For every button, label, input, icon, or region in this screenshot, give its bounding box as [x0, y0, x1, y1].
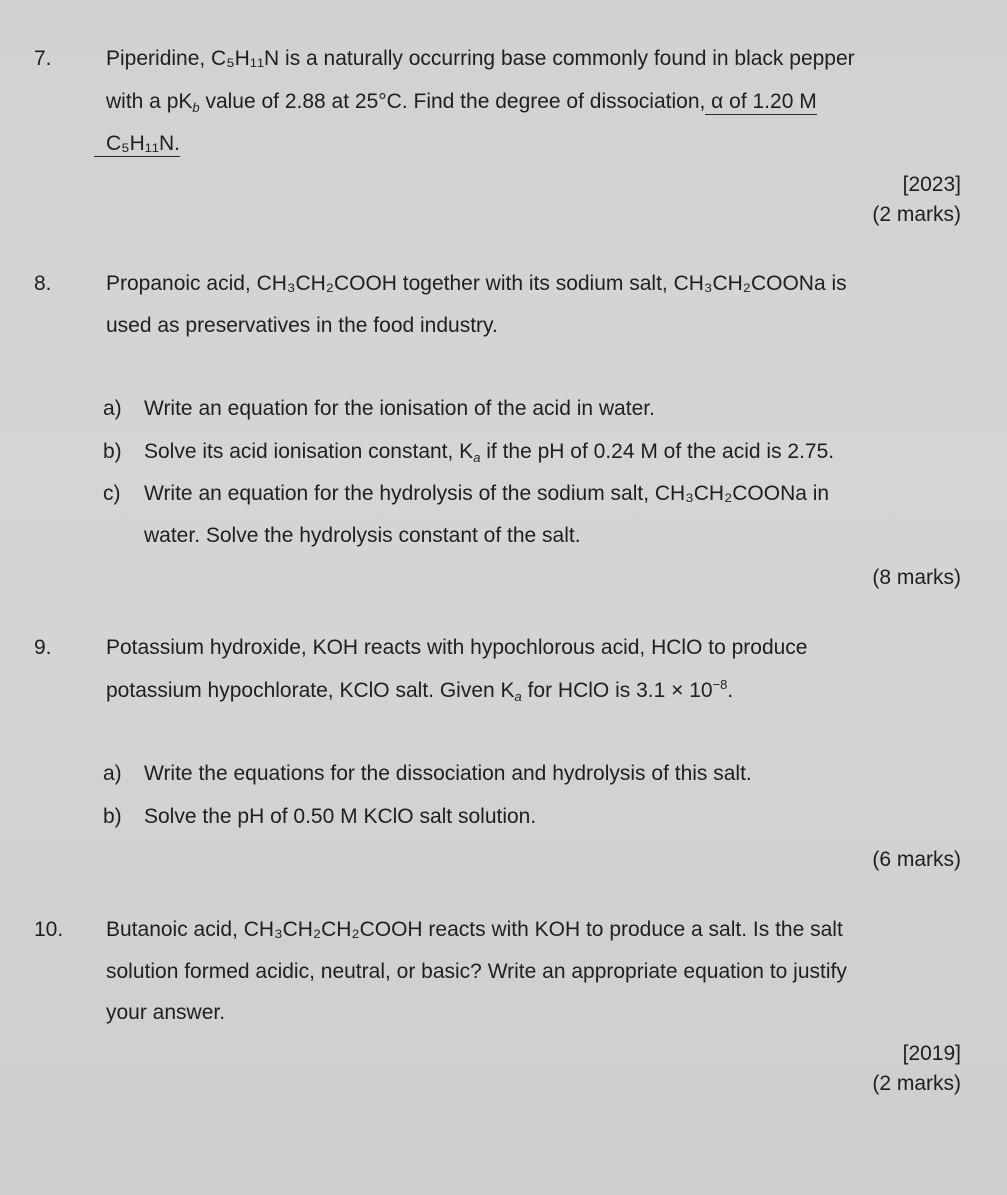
part-label: b) [103, 440, 122, 463]
question-text-line: Piperidine, C₅H₁₁N is a naturally occurring base commonly found in black pepper [106, 47, 855, 70]
year-tag: [2019] [902, 1042, 961, 1065]
part-text: Solve its acid ionisation constant, $K_a$ if the pH of 0.24 M of the acid is 2.75. [144, 440, 835, 465]
marks-label: (8 marks) [872, 566, 961, 589]
part-label: a) [103, 397, 122, 420]
part-text: water. Solve the hydrolysis constant of the salt. [144, 524, 581, 547]
marks-label: (2 marks) [872, 203, 961, 226]
part-text: Write the equations for the dissociation and hydrolysis of this salt. [144, 762, 752, 785]
part-label: a) [103, 762, 122, 785]
question-text-line: Potassium hydroxide, KOH reacts with hypochlorous acid, HClO to produce [106, 636, 808, 659]
part-text: Write an equation for the ionisation of the acid in water. [144, 397, 655, 420]
question-text-line: potassium hypochlorate, KClO salt. Given $K_a$ for HClO is $3.1 \times 10^{-8}$. [106, 677, 734, 704]
question-text-line: solution formed acidic, neutral, or basic? Write an appropriate equation to justify [106, 960, 847, 983]
question-number: 10. [34, 918, 64, 941]
part-text: Write an equation for the hydrolysis of the sodium salt, CH₃CH₂COONa in [144, 482, 830, 505]
question-text-line: your answer. [106, 1001, 226, 1024]
part-label: c) [103, 482, 121, 505]
part-label: b) [103, 805, 122, 828]
question-text-line: C₅H₁₁N. [94, 132, 180, 156]
year-tag: [2023] [902, 173, 961, 196]
question-text-line: Propanoic acid, CH₃CH₂COOH together with its sodium salt, CH₃CH₂COONa is [106, 272, 847, 295]
question-text-line: with a $pK_b$ value of 2.88 at 25°C. Find the degree of dissociation, α of 1.20 M [106, 90, 817, 115]
question-text-line: used as preservatives in the food industry. [106, 314, 498, 337]
question-number: 9. [34, 636, 52, 659]
question-number: 8. [34, 272, 52, 295]
marks-label: (6 marks) [872, 848, 961, 871]
question-text-line: Butanoic acid, CH₃CH₂CH₂COOH reacts with KOH to produce a salt. Is the salt [106, 918, 843, 941]
question-number: 7. [34, 47, 52, 70]
part-text: Solve the pH of 0.50 M KClO salt solution. [144, 805, 537, 828]
marks-label: (2 marks) [872, 1072, 961, 1095]
